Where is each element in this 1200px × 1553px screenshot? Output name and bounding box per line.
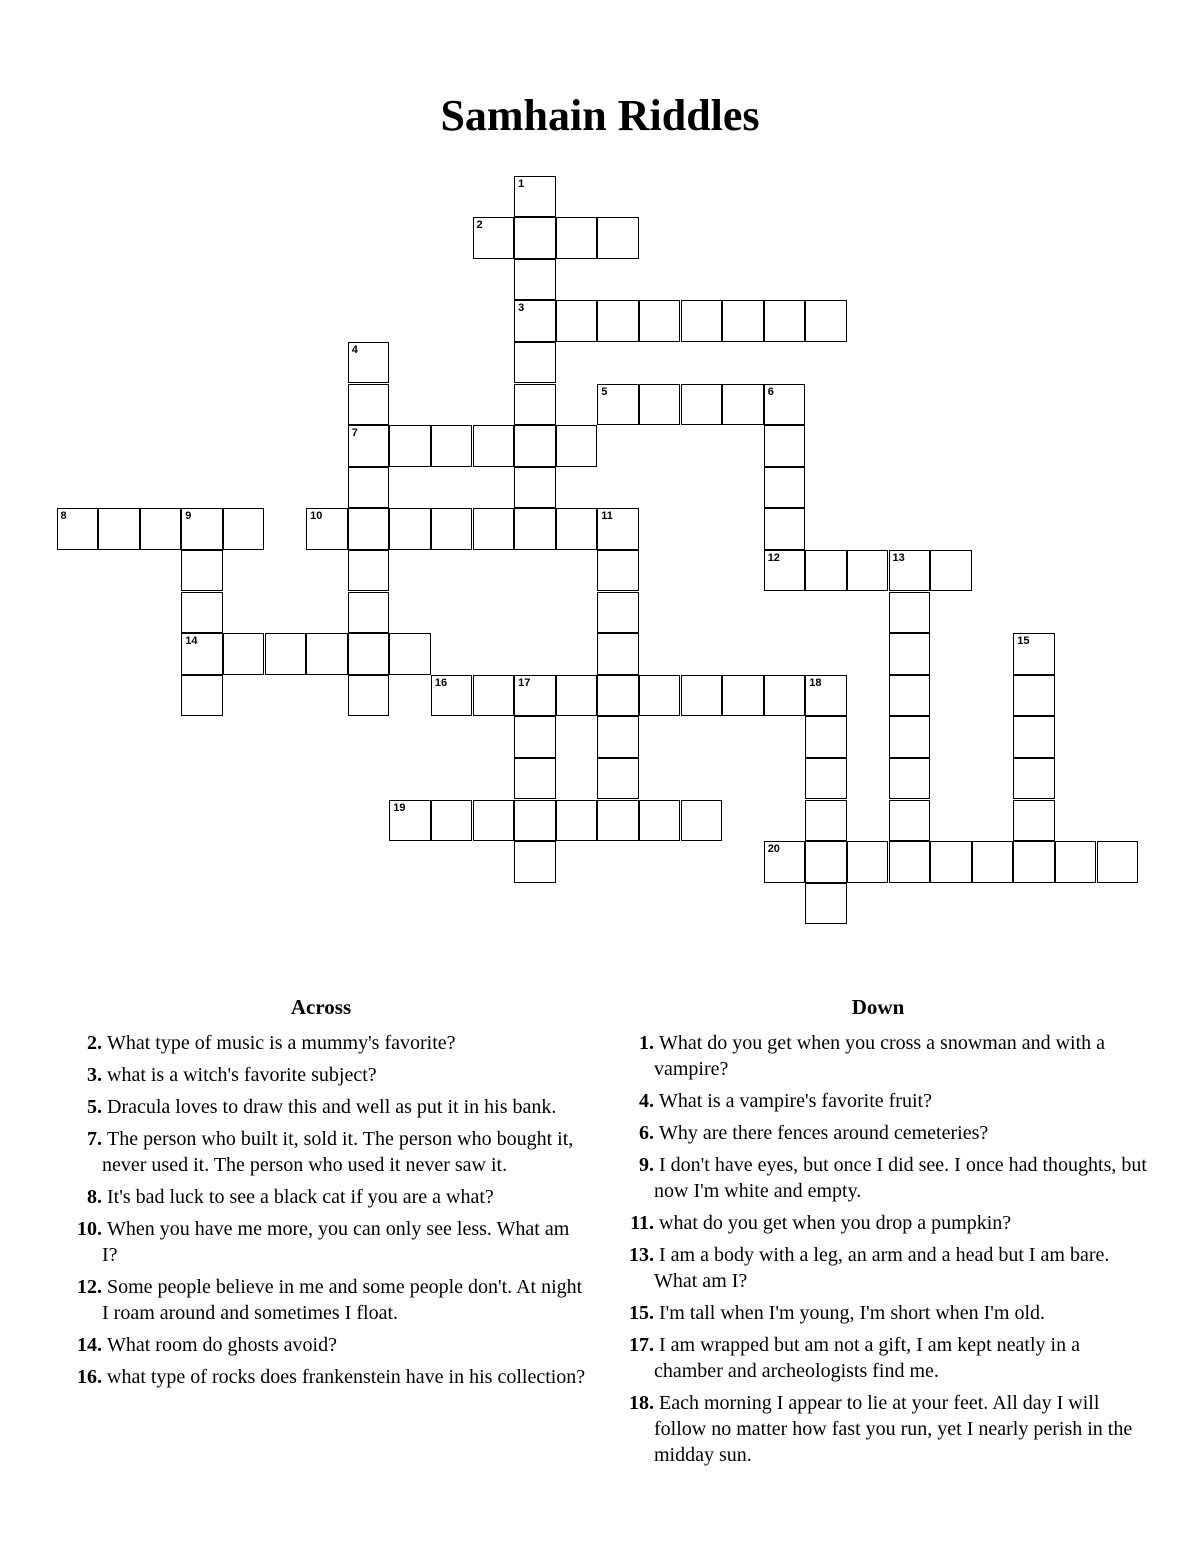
clue-text: It's bad luck to see a black cat if you are a what? (102, 1186, 494, 1208)
clue-number: 11. (630, 1212, 654, 1234)
grid-cell[interactable] (889, 716, 931, 758)
grid-cell[interactable] (639, 300, 681, 342)
cell-number: 11 (601, 510, 613, 523)
grid-cell[interactable] (473, 800, 515, 842)
clue-item (56, 1126, 586, 1178)
clue-item (56, 1094, 586, 1120)
grid-cell[interactable] (597, 716, 639, 758)
clue-item (56, 1062, 586, 1088)
grid-cell[interactable] (473, 425, 515, 467)
grid-cell[interactable] (722, 300, 764, 342)
clue-number: 4. (639, 1090, 654, 1112)
clue-item (608, 1390, 1148, 1468)
down-clues (608, 993, 1148, 1474)
cell-number: 8 (60, 510, 67, 523)
clue-number: 1. (639, 1032, 654, 1054)
clue-text: I am a body with a leg, an arm and a head but I am bare. What am I? (654, 1244, 1110, 1292)
grid-cell[interactable] (930, 550, 972, 592)
grid-cell[interactable] (847, 550, 889, 592)
grid-cell[interactable] (681, 384, 723, 426)
grid-cell[interactable] (1013, 716, 1055, 758)
clue-text: What is a vampire's favorite fruit? (654, 1090, 932, 1112)
cell-number: 18 (809, 676, 822, 689)
clue-text: Dracula loves to draw this and well as put it in his bank. (102, 1096, 557, 1118)
grid-cell[interactable] (514, 758, 556, 800)
grid-cell[interactable] (57, 508, 99, 550)
clue-number: 14. (77, 1334, 102, 1356)
grid-cell[interactable] (223, 508, 265, 550)
clue-text: I don't have eyes, but once I did see. I once had thoughts, but now I'm white and empty. (654, 1154, 1147, 1202)
clue-text: what is a witch's favorite subject? (102, 1064, 377, 1086)
clue-text: What do you get when you cross a snowman and with a vampire? (654, 1032, 1106, 1080)
grid-cell[interactable] (597, 758, 639, 800)
clue-number: 6. (639, 1122, 654, 1144)
cell-number: 19 (393, 801, 406, 814)
grid-cell[interactable] (972, 841, 1014, 883)
grid-cell[interactable] (514, 176, 556, 218)
clue-item (608, 1120, 1148, 1146)
grid-cell[interactable] (681, 675, 723, 717)
grid-cell[interactable] (764, 841, 806, 883)
clue-item (608, 1332, 1148, 1384)
grid-cell[interactable] (1013, 841, 1055, 883)
grid-cell[interactable] (348, 675, 390, 717)
clue-number: 15. (629, 1302, 654, 1324)
down-clue-list (608, 1030, 1148, 1468)
cell-number: 14 (185, 635, 198, 648)
grid-cell[interactable] (306, 508, 348, 550)
clue-number: 10. (77, 1218, 102, 1240)
grid-cell[interactable] (805, 883, 847, 925)
clue-text: What type of music is a mummy's favorite? (102, 1032, 456, 1054)
clue-text: what do you get when you drop a pumpkin? (654, 1212, 1012, 1234)
clue-number: 16. (77, 1366, 102, 1388)
page-title: Samhain Riddles (440, 91, 760, 140)
grid-cell[interactable] (805, 800, 847, 842)
clue-number: 3. (87, 1064, 102, 1086)
clue-text: Some people believe in me and some people don't. At night I roam around and sometimes I float. (102, 1276, 583, 1324)
grid-cell[interactable] (514, 800, 556, 842)
down-heading: Down (851, 995, 905, 1019)
clue-item (608, 1088, 1148, 1114)
grid-cell[interactable] (265, 633, 307, 675)
grid-cell[interactable] (597, 800, 639, 842)
cell-number: 17 (518, 676, 531, 689)
grid-cell[interactable] (1013, 633, 1055, 675)
clue-item (56, 1030, 586, 1056)
grid-cell[interactable] (473, 217, 515, 259)
grid-cell[interactable] (889, 758, 931, 800)
grid-cell[interactable] (514, 217, 556, 259)
grid-cell[interactable] (556, 800, 598, 842)
grid-cell[interactable] (1055, 841, 1097, 883)
grid-cell[interactable] (597, 550, 639, 592)
cell-number: 12 (767, 551, 780, 564)
clue-item (608, 1152, 1148, 1204)
grid-cell[interactable] (514, 675, 556, 717)
grid-cell[interactable] (764, 675, 806, 717)
across-clues (56, 993, 586, 1396)
grid-cell[interactable] (556, 300, 598, 342)
clue-item (56, 1184, 586, 1210)
grid-cell[interactable] (514, 259, 556, 301)
clue-item (608, 1242, 1148, 1294)
grid-cell[interactable] (556, 675, 598, 717)
grid-cell[interactable] (514, 467, 556, 509)
grid-cell[interactable] (389, 508, 431, 550)
cell-number: 9 (185, 510, 192, 523)
grid-cell[interactable] (389, 425, 431, 467)
grid-cell[interactable] (889, 633, 931, 675)
grid-cell[interactable] (805, 675, 847, 717)
clue-text: What room do ghosts avoid? (102, 1334, 337, 1356)
grid-cell[interactable] (805, 550, 847, 592)
grid-cell[interactable] (181, 633, 223, 675)
grid-cell[interactable] (556, 217, 598, 259)
grid-cell[interactable] (597, 384, 639, 426)
clue-text: When you have me more, you can only see less. What am I? (102, 1218, 570, 1266)
grid-cell[interactable] (764, 508, 806, 550)
grid-cell[interactable] (181, 675, 223, 717)
grid-cell[interactable] (681, 800, 723, 842)
grid-cell[interactable] (348, 633, 390, 675)
grid-cell[interactable] (473, 675, 515, 717)
grid-cell[interactable] (514, 716, 556, 758)
grid-cell[interactable] (181, 508, 223, 550)
clue-text: Why are there fences around cemeteries? (654, 1122, 989, 1144)
grid-cell[interactable] (306, 633, 348, 675)
grid-cell[interactable] (348, 467, 390, 509)
grid-cell[interactable] (431, 800, 473, 842)
cell-number: 15 (1017, 635, 1030, 648)
grid-cell[interactable] (681, 300, 723, 342)
clue-text: what type of rocks does frankenstein have in his collection? (102, 1366, 586, 1388)
grid-cell[interactable] (889, 592, 931, 634)
clue-text: The person who built it, sold it. The person who bought it, never used it. The person who used it never saw it. (102, 1128, 574, 1176)
grid-cell[interactable] (514, 300, 556, 342)
clue-number: 2. (87, 1032, 102, 1054)
grid-cell[interactable] (181, 592, 223, 634)
clue-number: 18. (629, 1392, 654, 1414)
grid-cell[interactable] (514, 508, 556, 550)
grid-cell[interactable] (764, 300, 806, 342)
grid-cell[interactable] (431, 675, 473, 717)
clue-item (56, 1364, 586, 1390)
grid-cell[interactable] (889, 800, 931, 842)
clue-item (56, 1274, 586, 1326)
grid-cell[interactable] (348, 425, 390, 467)
grid-cell[interactable] (889, 550, 931, 592)
grid-cell[interactable] (764, 384, 806, 426)
grid-cell[interactable] (223, 633, 265, 675)
grid-cell[interactable] (889, 841, 931, 883)
grid-cell[interactable] (805, 300, 847, 342)
clue-item (608, 1210, 1148, 1236)
grid-cell[interactable] (930, 841, 972, 883)
grid-cell[interactable] (847, 841, 889, 883)
clue-number: 5. (87, 1096, 102, 1118)
grid-cell[interactable] (348, 592, 390, 634)
grid-cell[interactable] (1013, 675, 1055, 717)
clue-number: 8. (87, 1186, 102, 1208)
grid-cell[interactable] (722, 675, 764, 717)
cell-number: 13 (892, 551, 905, 564)
grid-cell[interactable] (764, 425, 806, 467)
grid-cell[interactable] (1013, 758, 1055, 800)
cell-number: 2 (476, 219, 483, 232)
grid-cell[interactable] (348, 384, 390, 426)
clue-number: 7. (87, 1128, 102, 1150)
grid-cell[interactable] (597, 508, 639, 550)
grid-cell[interactable] (1013, 800, 1055, 842)
grid-cell[interactable] (348, 342, 390, 384)
clue-text: I'm tall when I'm young, I'm short when I'm old. (654, 1302, 1046, 1324)
grid-cell[interactable] (639, 800, 681, 842)
grid-cell[interactable] (431, 425, 473, 467)
grid-cell[interactable] (348, 550, 390, 592)
cell-number: 16 (434, 676, 448, 689)
grid-cell[interactable] (514, 384, 556, 426)
cell-number: 10 (310, 510, 323, 523)
clue-number: 9. (639, 1154, 654, 1176)
clue-text: I am wrapped but am not a gift, I am kept neatly in a chamber and archeologists find me. (654, 1334, 1080, 1382)
grid-cell[interactable] (348, 508, 390, 550)
grid-cell[interactable] (556, 508, 598, 550)
grid-cell[interactable] (181, 550, 223, 592)
grid-cell[interactable] (639, 675, 681, 717)
cell-number: 1 (518, 177, 525, 190)
cell-number: 20 (767, 843, 780, 856)
grid-cell[interactable] (889, 675, 931, 717)
grid-cell[interactable] (722, 384, 764, 426)
grid-cell[interactable] (1097, 841, 1139, 883)
grid-cell[interactable] (389, 633, 431, 675)
clue-text: Each morning I appear to lie at your feet. All day I will follow no matter how fast you run, yet I nearly perish in the midday sun. (654, 1392, 1133, 1466)
clue-number: 12. (77, 1276, 102, 1298)
cell-number: 7 (351, 427, 358, 440)
grid-cell[interactable] (389, 800, 431, 842)
grid-cell[interactable] (805, 841, 847, 883)
grid-cell[interactable] (514, 841, 556, 883)
grid-cell[interactable] (140, 508, 182, 550)
grid-cell[interactable] (473, 508, 515, 550)
grid-cell[interactable] (597, 217, 639, 259)
cell-number: 3 (518, 302, 525, 315)
grid-cell[interactable] (805, 758, 847, 800)
cell-number: 5 (601, 385, 608, 398)
grid-cell[interactable] (556, 425, 598, 467)
grid-cell[interactable] (514, 342, 556, 384)
grid-cell[interactable] (597, 633, 639, 675)
clue-item (608, 1300, 1148, 1326)
clue-item (56, 1216, 586, 1268)
grid-cell[interactable] (597, 675, 639, 717)
grid-cell[interactable] (98, 508, 140, 550)
grid-cell[interactable] (597, 300, 639, 342)
grid-cell[interactable] (639, 384, 681, 426)
clue-item (56, 1332, 586, 1358)
clue-item (608, 1030, 1148, 1082)
grid-cell[interactable] (431, 508, 473, 550)
grid-cell[interactable] (514, 425, 556, 467)
across-heading: Across (290, 995, 352, 1019)
grid-cell[interactable] (764, 467, 806, 509)
cell-number: 4 (351, 343, 358, 356)
grid-cell[interactable] (597, 592, 639, 634)
clue-number: 13. (629, 1244, 654, 1266)
across-clue-list (56, 1030, 586, 1390)
clue-number: 17. (629, 1334, 654, 1356)
cell-number: 6 (767, 385, 774, 398)
grid-cell[interactable] (764, 550, 806, 592)
grid-cell[interactable] (805, 716, 847, 758)
